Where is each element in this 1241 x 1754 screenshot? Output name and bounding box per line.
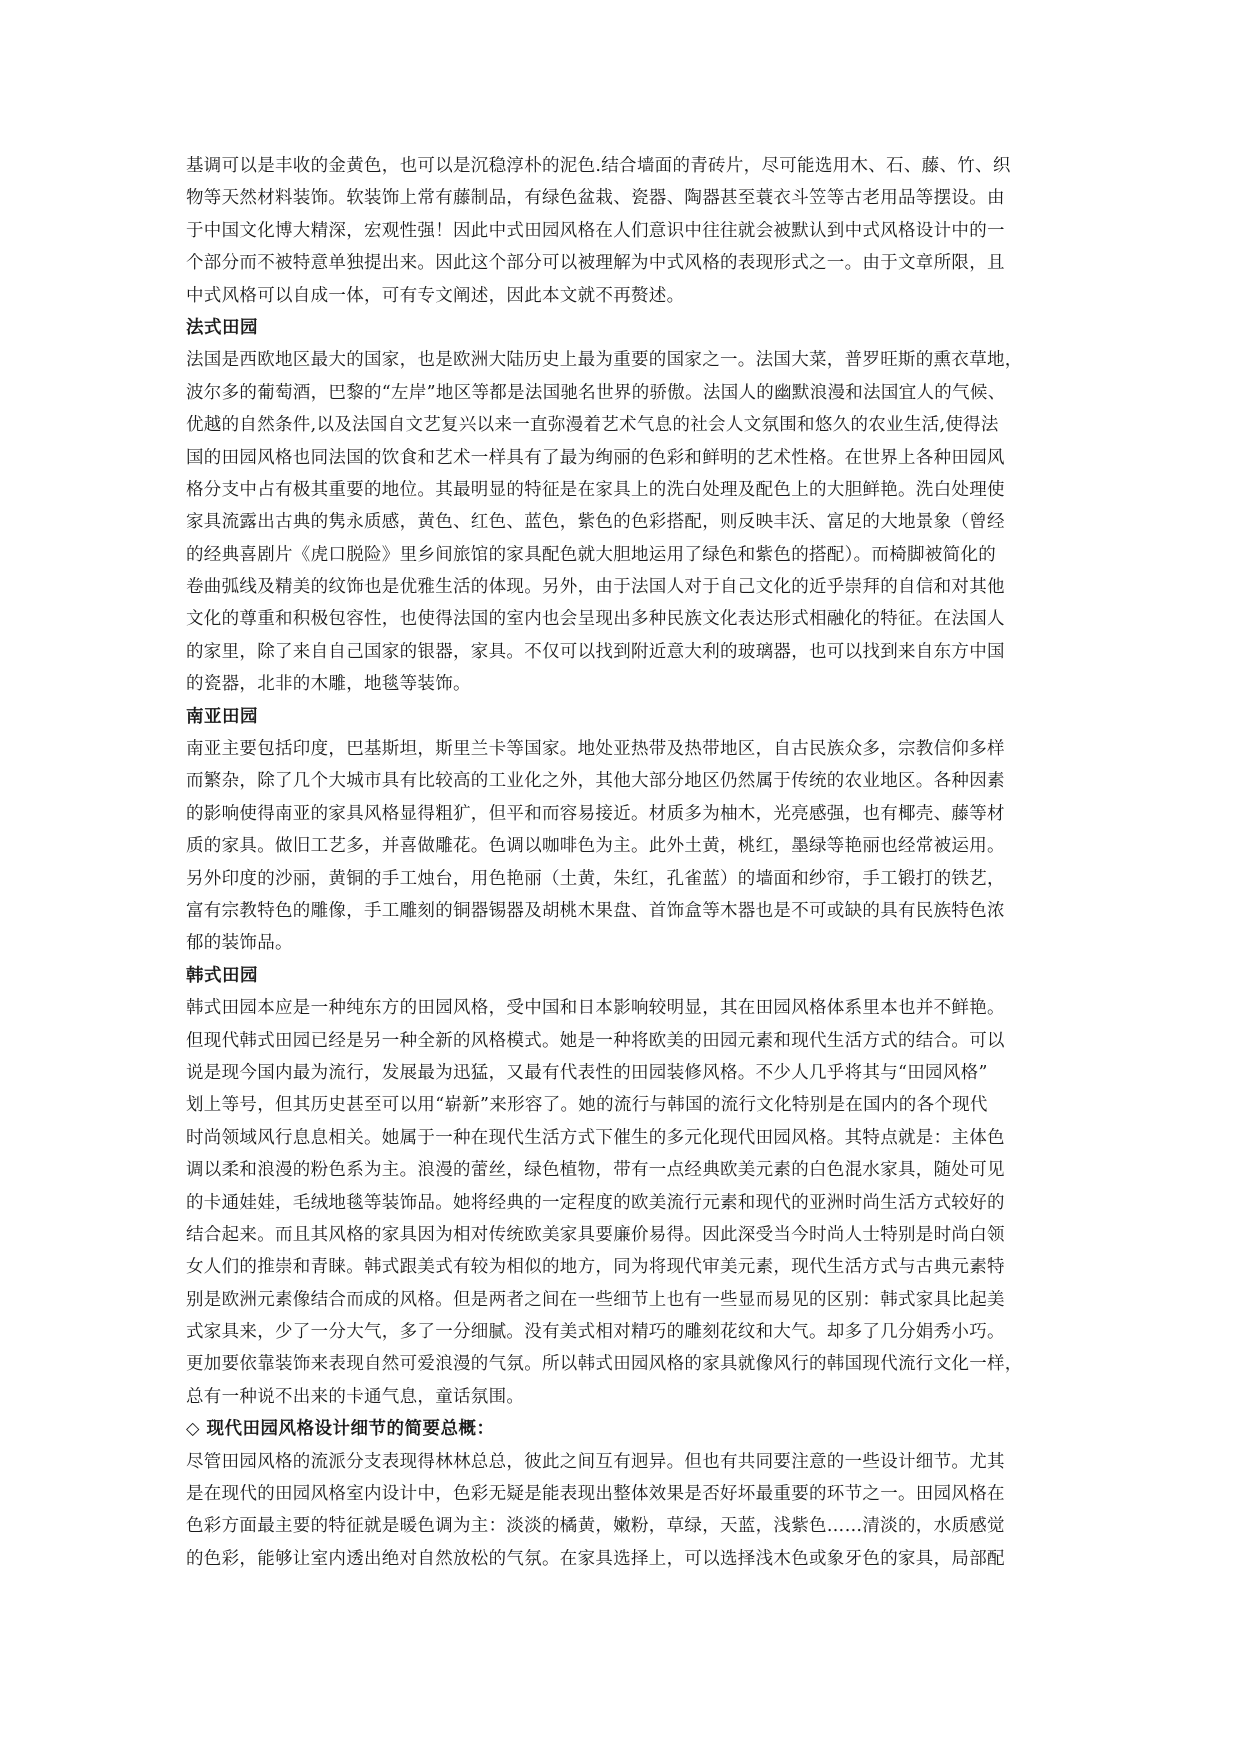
body-text-line: 中式风格可以自成一体，可有专文阐述，因此本文就不再赘述。	[186, 285, 685, 306]
section-heading: 法式田园	[186, 317, 258, 338]
body-text-line: 法国是西欧地区最大的国家，也是欧洲大陆历史上最为重要的国家之一。法国大菜，普罗旺斯的熏衣草地，	[186, 350, 1023, 371]
body-text-line: 于中国文化博大精深，宏观性强！因此中式田园风格在人们意识中往往就会被默认到中式风格设计中的一	[186, 220, 1005, 241]
body-text-line: 卷曲弧线及精美的纹饰也是优雅生活的体现。另外，由于法国人对于自己文化的近乎崇拜的自信和对其他	[186, 577, 1005, 598]
body-text-line: 物等天然材料装饰。软装饰上常有藤制品，有绿色盆栽、瓷器、陶器甚至蓑衣斗笠等古老用品等摆设。由	[186, 188, 1005, 209]
body-text-line: 的影响使得南亚的家具风格显得粗犷，但平和而容易接近。材质多为柚木，光亮感强，也有椰壳、藤等材	[186, 803, 1005, 824]
body-text-line: 家具流露出古典的隽永质感，黄色、红色、蓝色，紫色的色彩搭配，则反映丰沃、富足的大地景象（曾经	[186, 512, 1005, 533]
body-text-line: 波尔多的葡萄酒，巴黎的“左岸”地区等都是法国驰名世界的骄傲。法国人的幽默浪漫和法国宜人的气候、	[186, 382, 1006, 403]
body-text-line: 但现代韩式田园已经是另一种全新的风格模式。她是一种将欧美的田园元素和现代生活方式的结合。可以	[186, 1030, 1005, 1051]
body-text-line: 格分支中占有极其重要的地位。其最明显的特征是在家具上的洗白处理及配色上的大胆鲜艳。洗白处理使	[186, 479, 1005, 500]
body-text-line: 别是欧洲元素像结合而成的风格。但是两者之间在一些细节上也有一些显而易见的区别：韩式家具比起美	[186, 1289, 1005, 1310]
body-text-line: 划上等号，但其历史甚至可以用“崭新”来形容了。她的流行与韩国的流行文化特别是在国内的各个现代	[186, 1095, 988, 1116]
body-text-line: 韩式田园本应是一种纯东方的田园风格，受中国和日本影响较明显，其在田园风格体系里本也并不鲜艳。	[186, 998, 1005, 1019]
body-text-line: 而繁杂，除了几个大城市具有比较高的工业化之外，其他大部分地区仍然属于传统的农业地区。各种因素	[186, 771, 1005, 792]
body-text-line: 优越的自然条件,以及法国自文艺复兴以来一直弥漫着艺术气息的社会人文氛围和悠久的农业生活,使得法	[186, 415, 999, 436]
body-text-line: 是在现代的田园风格室内设计中，色彩无疑是能表现出整体效果是否好坏最重要的环节之一。田园风格在	[186, 1484, 1005, 1505]
body-text-line: 质的家具。做旧工艺多，并喜做雕花。色调以咖啡色为主。此外土黄，桃红，墨绿等艳丽也经常被运用。	[186, 836, 1005, 857]
body-text-line: 国的田园风格也同法国的饮食和艺术一样具有了最为绚丽的色彩和鲜明的艺术性格。在世界上各种田园风	[186, 447, 1005, 468]
body-text-line: 的色彩，能够让室内透出绝对自然放松的气氛。在家具选择上，可以选择浅木色或象牙色的家具，局部配	[186, 1548, 1005, 1569]
body-text-line: 的经典喜剧片《虎口脱险》里乡间旅馆的家具配色就大胆地运用了绿色和紫色的搭配）。而椅脚被简化的	[186, 544, 997, 565]
body-text-line: 的瓷器，北非的木雕，地毯等装饰。	[186, 674, 471, 695]
body-text-line: 的家里，除了来自自己国家的银器，家具。不仅可以找到附近意大利的玻璃器，也可以找到来自东方中国	[186, 641, 1005, 662]
body-text-line: 富有宗教特色的雕像，手工雕刻的铜器锡器及胡桃木果盘、首饰盒等木器也是不可或缺的具有民族特色浓	[186, 900, 1005, 921]
body-text-line: 南亚主要包括印度，巴基斯坦，斯里兰卡等国家。地处亚热带及热带地区，自古民族众多，宗教信仰多样	[186, 739, 1005, 760]
body-text-line: 另外印度的沙丽，黄铜的手工烛台，用色艳丽（土黄，朱红，孔雀蓝）的墙面和纱帘，手工锻打的铁艺，	[186, 868, 1005, 889]
body-text-line: 郁的装饰品。	[186, 933, 293, 954]
section-heading: 韩式田园	[186, 965, 258, 986]
body-text-line: 结合起来。而且其风格的家具因为相对传统欧美家具要廉价易得。因此深受当今时尚人士特别是时尚白领	[186, 1224, 1005, 1245]
body-text-line: 基调可以是丰收的金黄色，也可以是沉稳淳朴的泥色.结合墙面的青砖片，尽可能选用木、石、藤、竹、织	[186, 156, 1011, 176]
body-text-line: 时尚领域风行息息相关。她属于一种在现代生活方式下催生的多元化现代田园风格。其特点就是：主体色	[186, 1127, 1005, 1148]
body-text-line: 总有一种说不出来的卡通气息，童话氛围。	[186, 1386, 525, 1407]
body-text-line: 个部分而不被特意单独提出来。因此这个部分可以被理解为中式风格的表现形式之一。由于文章所限，且	[186, 253, 1005, 274]
body-text-line: 调以柔和浪漫的粉色系为主。浪漫的蕾丝，绿色植物，带有一点经典欧美元素的白色混水家具，随处可见	[186, 1160, 1005, 1181]
section-heading: ◇ 现代田园风格设计细节的简要总概：	[186, 1419, 495, 1440]
body-text-line: 色彩方面最主要的特征就是暖色调为主：淡淡的橘黄，嫩粉，草绿，天蓝，浅紫色……清淡的，水质感觉	[186, 1516, 1005, 1537]
body-text-line: 女人们的推崇和青睐。韩式跟美式有较为相似的地方，同为将现代审美元素，现代生活方式与古典元素特	[186, 1257, 1005, 1278]
body-text-line: 尽管田园风格的流派分支表现得林林总总，彼此之间互有迥异。但也有共同要注意的一些设计细节。尤其	[186, 1451, 1005, 1472]
body-text-line: 的卡通娃娃，毛绒地毯等装饰品。她将经典的一定程度的欧美流行元素和现代的亚洲时尚生活方式较好的	[186, 1192, 1005, 1213]
body-text-line: 更加要依靠装饰来表现自然可爱浪漫的气氛。所以韩式田园风格的家具就像风行的韩国现代流行文化一样，	[186, 1354, 1023, 1375]
body-text-line: 文化的尊重和积极包容性，也使得法国的室内也会呈现出多种民族文化表达形式相融化的特征。在法国人	[186, 609, 1005, 630]
document-page	[186, 150, 1054, 1575]
section-heading: 南亚田园	[186, 706, 258, 727]
body-text-line: 说是现今国内最为流行，发展最为迅猛，又最有代表性的田园装修风格。不少人几乎将其与“田园风格”	[186, 1062, 988, 1083]
body-text-line: 式家具来，少了一分大气，多了一分细腻。没有美式相对精巧的雕刻花纹和大气。却多了几分娟秀小巧。	[186, 1322, 1005, 1343]
